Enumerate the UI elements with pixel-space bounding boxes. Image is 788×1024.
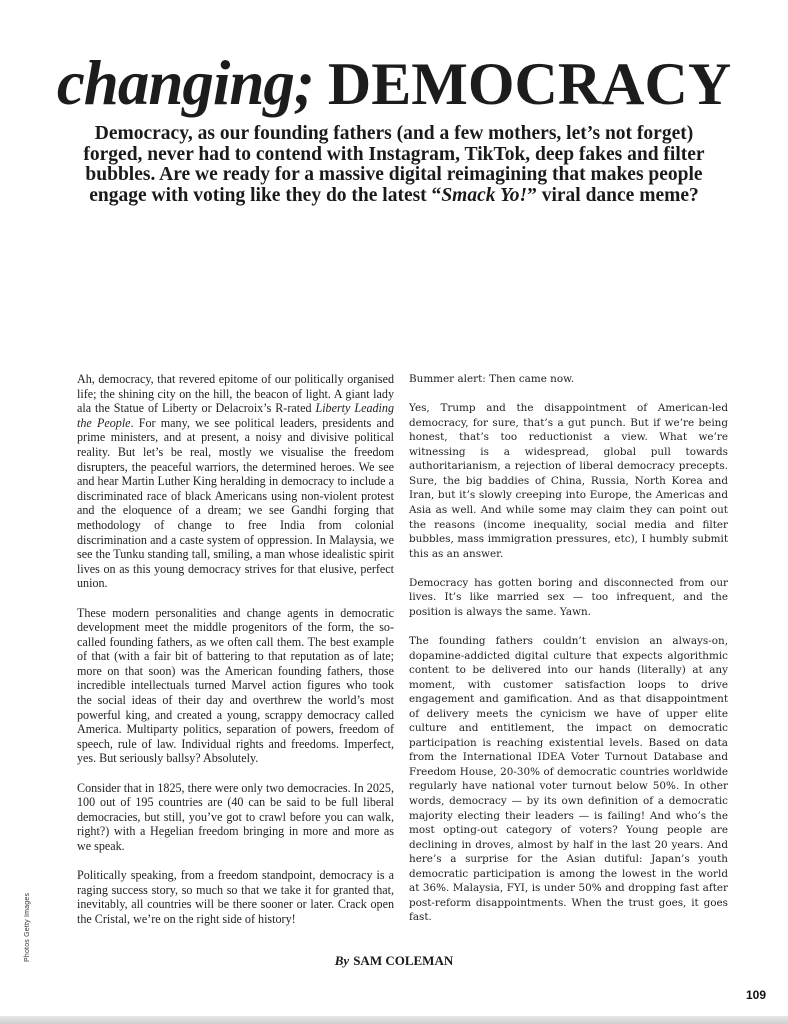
byline-author: SAM COLEMAN (353, 953, 454, 968)
article-column-left (77, 372, 394, 941)
photo-credit: Photos Getty Images (24, 892, 31, 962)
left-paragraph-1-end: . For many, we see political leaders, presidents and prime ministers, and at present, a noisy and divisive political reality. But let’s be real, mostly we visualise the freedom disrupters, the peaceful warriors, the determined heroes. We see and hear Martin Luther King heralding in democracy to include a discriminated race of black Americans using non-violent protest and the eloquence of a dream; we see Gandhi forging that methodology of change to free India from colonial discrimination and a caste system of oppression. In Malaysia, we see the Tunku standing tall, smiling, a man whose idealistic spirit lives on as this young democracy strives for that elusive, perfect union. (77, 415, 395, 591)
standfirst-meme-name: Smack Yo! (441, 184, 528, 206)
headline-title: DEMOCRACY (327, 51, 732, 117)
left-paragraph-4: Politically speaking, from a freedom standpoint, democracy is a raging success story, so much so that we take it for granted that, inevitably, all countries will be there sooner or later. Crack open the Cristal, we’re on the right side of history! (77, 868, 394, 926)
left-paragraph-1-start: Ah, democracy, that revered epitome of our politically organised life; the shining city on the hill, the beacon of light. A giant lady ala the Statue of Liberty or Delacroix’s R-rated (77, 372, 394, 416)
page-edge (0, 1016, 788, 1024)
right-paragraph-3: Democracy has gotten boring and disconnected from our lives. It’s like married sex — too infrequent, and the position is always the same. Yawn. (409, 576, 728, 618)
headline (0, 48, 788, 118)
headline-kicker: changing; (56, 48, 314, 118)
standfirst-text-start: Democracy, as our founding fathers (and a few mothers, let’s not forget) forged, never had to contend with Instagram, TikTok, deep fakes and filter bubbles. Are we ready for a massive digital reimagining that makes people engage with voting like they do the latest “ (83, 123, 705, 206)
right-paragraph-2: Yes, Trump and the disappointment of American-led democracy, for sure, that’s a gut punch. But if we’re being honest, that’s too reductionist a view. What we’re witnessing is a widespread, global pull towards authoritarianism, a rejection of liberal democracy precepts. Sure, the big baddies of China, Russia, North Korea and Iran, but it’s slowly creeping into Europe, the Americas and Asia as well. And while some may claim they can point out the reasons (income inequality, social media and filter bubbles, mass immigration pressures, etc), I humbly submit this as an answer. (409, 402, 728, 560)
artwork-title: Liberty Leading the People (77, 401, 394, 430)
left-paragraph-3: Consider that in 1825, there were only two democracies. In 2025, 100 out of 195 countries are (40 can be said to be full liberal democracies, but still, you’ve got to crawl before you can walk, right?) with a Hegelian freedom bringing in more and more as we speak. (77, 780, 394, 853)
left-paragraph-1 (77, 372, 394, 591)
byline (0, 953, 788, 969)
byline-prefix: By (334, 953, 350, 968)
standfirst (70, 124, 718, 206)
article-column-right (409, 372, 728, 940)
standfirst-text-end: ” viral dance meme? (527, 184, 699, 206)
right-paragraph-4: The founding fathers couldn’t envision an always-on, dopamine-addicted digital culture that expects algorithmic content to be delivered into our hands (literally) at any moment, with customer satisfaction loops to drive engagement and gamification. And as that disappointment of delivery meets the cynicism we have of upper elite culture and entitlement, the impact on democratic participation is reaching existential levels. Based on data from the International IDEA Voter Turnout Database and Freedom House, 20-30% of democratic countries worldwide regularly have national voter turnout below 50%. In other words, democracy — by its own definition of a democratic majority electing their leaders — is failing! And who’s the most opting-out category of voters? Young people are declining in droves, almost by half in the last 20 years. And here’s a surprise for the Asian dutiful: Japan’s youth democratic participation is among the lowest in the world at 36%. Malaysia, FYI, is under 50% and dropping fast after post-reform disappointments. When the trust goes, it goes fast. (409, 634, 728, 924)
page-number: 109 (745, 988, 766, 1002)
right-paragraph-1: Bummer alert: Then came now. (409, 373, 575, 385)
left-paragraph-2: These modern personalities and change agents in democratic development meet the middle progenitors of the form, the so-called founding fathers, as we often call them. The best example of that (with a fair bit of battering to that reputation as of late; more on that soon) was the American founding fathers, those incredible intellectuals turned Marvel action figures who took the social ideas of their day and overthrew the world’s most powerful king, and created a young, scrappy democracy called America. Multiparty politics, separation of powers, freedom of speech, rule of law. Individual rights and freedoms. Imperfect, yes. But seriously ballsy? Absolutely. (77, 605, 394, 766)
